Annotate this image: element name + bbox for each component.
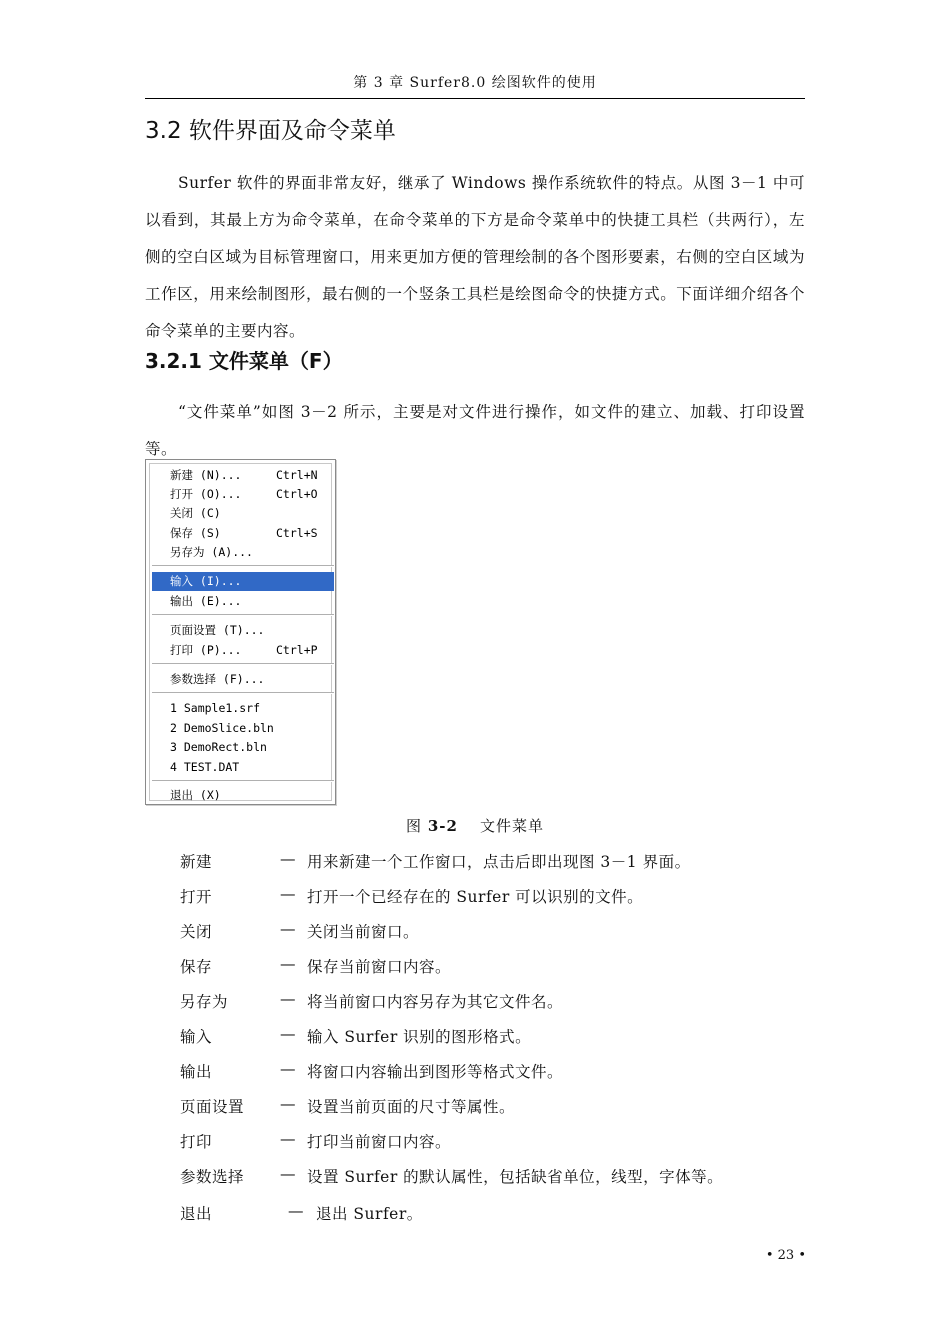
menu-item-label: 退出 (X)	[170, 788, 221, 802]
command-row	[180, 885, 800, 909]
command-term: 打印	[180, 1133, 213, 1151]
menu-item-label: 2 DemoSlice.bln	[170, 721, 274, 735]
command-desc: 打印当前窗口内容。	[307, 1133, 452, 1151]
command-term: 另存为	[180, 993, 229, 1011]
running-head: 第 3 章 Surfer8.0 绘图软件的使用	[353, 75, 597, 91]
menu-separator	[152, 614, 334, 616]
command-desc: 将窗口内容输出到图形等格式文件。	[307, 1063, 564, 1081]
menu-item-label: 输入 (I)...	[170, 574, 242, 588]
menu-item-shortcut: Ctrl+N	[276, 468, 318, 482]
command-row	[180, 1165, 800, 1189]
menu-item-save-as	[152, 543, 334, 562]
page-number: • 23 •	[765, 1248, 806, 1263]
menu-separator	[152, 565, 334, 567]
menu-separator	[152, 663, 334, 665]
menu-frame	[149, 463, 332, 801]
command-dash: —	[280, 1165, 296, 1183]
command-desc: 设置 Surfer 的默认属性，包括缺省单位，线型，字体等。	[307, 1168, 724, 1186]
caption-prefix: 图	[406, 817, 428, 835]
menu-item-exit	[152, 786, 334, 805]
menu-item-recent-1	[152, 699, 334, 718]
command-row	[180, 1202, 800, 1226]
command-term: 页面设置	[180, 1098, 245, 1116]
command-term: 保存	[180, 958, 213, 976]
command-term: 退出	[180, 1205, 213, 1223]
command-dash: —	[280, 1095, 296, 1113]
subsection-title: 3.2.1 文件菜单（F）	[145, 349, 343, 373]
command-row	[180, 920, 800, 944]
command-row	[180, 1095, 800, 1119]
menu-item-shortcut: Ctrl+S	[276, 526, 318, 540]
command-term: 关闭	[180, 923, 213, 941]
menu-item-label: 保存 (S)	[170, 526, 221, 540]
menu-item-recent-2	[152, 719, 334, 738]
menu-item-save	[152, 524, 334, 543]
command-dash: —	[280, 885, 296, 903]
menu-item-preferences	[152, 670, 334, 689]
menu-separator	[152, 692, 334, 694]
command-term: 打开	[180, 888, 213, 906]
command-desc: 设置当前页面的尺寸等属性。	[307, 1098, 516, 1116]
intro-paragraph: Surfer 软件的界面非常友好，继承了 Windows 操作系统软件的特点。从图 3－1 中可以看到，其最上方为命令菜单，在命令菜单的下方是命令菜单中的快捷工具栏（共两行），左侧的空白区域为目标管理窗口，用来更加方便的管理绘制的各个图形要素，右侧的空白区域为工作区，用来绘制图形，最右侧的一个竖条工具栏是绘图命令的快捷方式。下面详细介绍各个命令菜单的主要内容。	[145, 174, 805, 340]
command-dash: —	[280, 1130, 296, 1148]
header-rule	[145, 98, 805, 99]
menu-item-label: 关闭 (C)	[170, 506, 221, 520]
menu-item-open	[152, 485, 334, 504]
command-dash: —	[280, 955, 296, 973]
command-dash: —	[280, 920, 296, 938]
menu-item-label: 打印 (P)...	[170, 643, 242, 657]
menu-item-export	[152, 592, 334, 611]
command-desc: 退出 Surfer。	[316, 1205, 423, 1223]
menu-item-page-setup	[152, 621, 334, 640]
menu-item-shortcut: Ctrl+P	[276, 643, 318, 657]
menu-item-label: 输出 (E)...	[170, 594, 242, 608]
menu-item-label: 新建 (N)...	[170, 468, 242, 482]
file-menu-paragraph: “文件菜单”如图 3－2 所示，主要是对文件进行操作，如文件的建立、加载、打印设置等。	[145, 403, 805, 458]
menu-item-label: 4 TEST.DAT	[170, 760, 240, 774]
command-desc: 输入 Surfer 识别的图形格式。	[307, 1028, 532, 1046]
menu-item-label: 页面设置 (T)...	[170, 623, 265, 637]
caption-number: 3-2	[427, 817, 458, 835]
command-row	[180, 1130, 800, 1154]
command-dash: —	[280, 850, 296, 868]
command-dash: —	[280, 1060, 296, 1078]
command-term: 新建	[180, 853, 213, 871]
menu-item-label: 参数选择 (F)...	[170, 672, 265, 686]
command-term: 参数选择	[180, 1168, 245, 1186]
command-row	[180, 850, 800, 874]
command-dash: —	[280, 990, 296, 1008]
command-row	[180, 990, 800, 1014]
caption-title: 文件菜单	[479, 817, 544, 835]
command-term: 输出	[180, 1063, 213, 1081]
menu-item-print	[152, 641, 334, 660]
menu-item-label: 1 Sample1.srf	[170, 701, 261, 715]
command-desc: 关闭当前窗口。	[307, 923, 420, 941]
menu-item-import	[152, 572, 334, 591]
menu-item-recent-4	[152, 758, 334, 777]
menu-item-close	[152, 504, 334, 523]
section-title: 3.2 软件界面及命令菜单	[145, 118, 396, 144]
command-dash: —	[280, 1025, 296, 1043]
menu-item-label: 打开 (O)...	[170, 487, 242, 501]
command-term: 输入	[180, 1028, 213, 1046]
command-dash: —	[288, 1202, 304, 1220]
menu-item-recent-3	[152, 738, 334, 757]
file-menu-figure	[145, 459, 336, 805]
menu-item-label: 另存为 (A)...	[170, 545, 253, 559]
menu-separator	[152, 780, 334, 782]
command-desc: 打开一个已经存在的 Surfer 可以识别的文件。	[307, 888, 644, 906]
menu-item-shortcut: Ctrl+O	[276, 487, 318, 501]
command-desc: 用来新建一个工作窗口，点击后即出现图 3－1 界面。	[307, 853, 691, 871]
menu-item-new	[152, 466, 334, 485]
command-row	[180, 1025, 800, 1049]
figure-caption	[0, 815, 950, 836]
command-row	[180, 1060, 800, 1084]
menu-item-label: 3 DemoRect.bln	[170, 740, 267, 754]
command-desc: 将当前窗口内容另存为其它文件名。	[307, 993, 564, 1011]
command-desc: 保存当前窗口内容。	[307, 958, 452, 976]
command-row	[180, 955, 800, 979]
